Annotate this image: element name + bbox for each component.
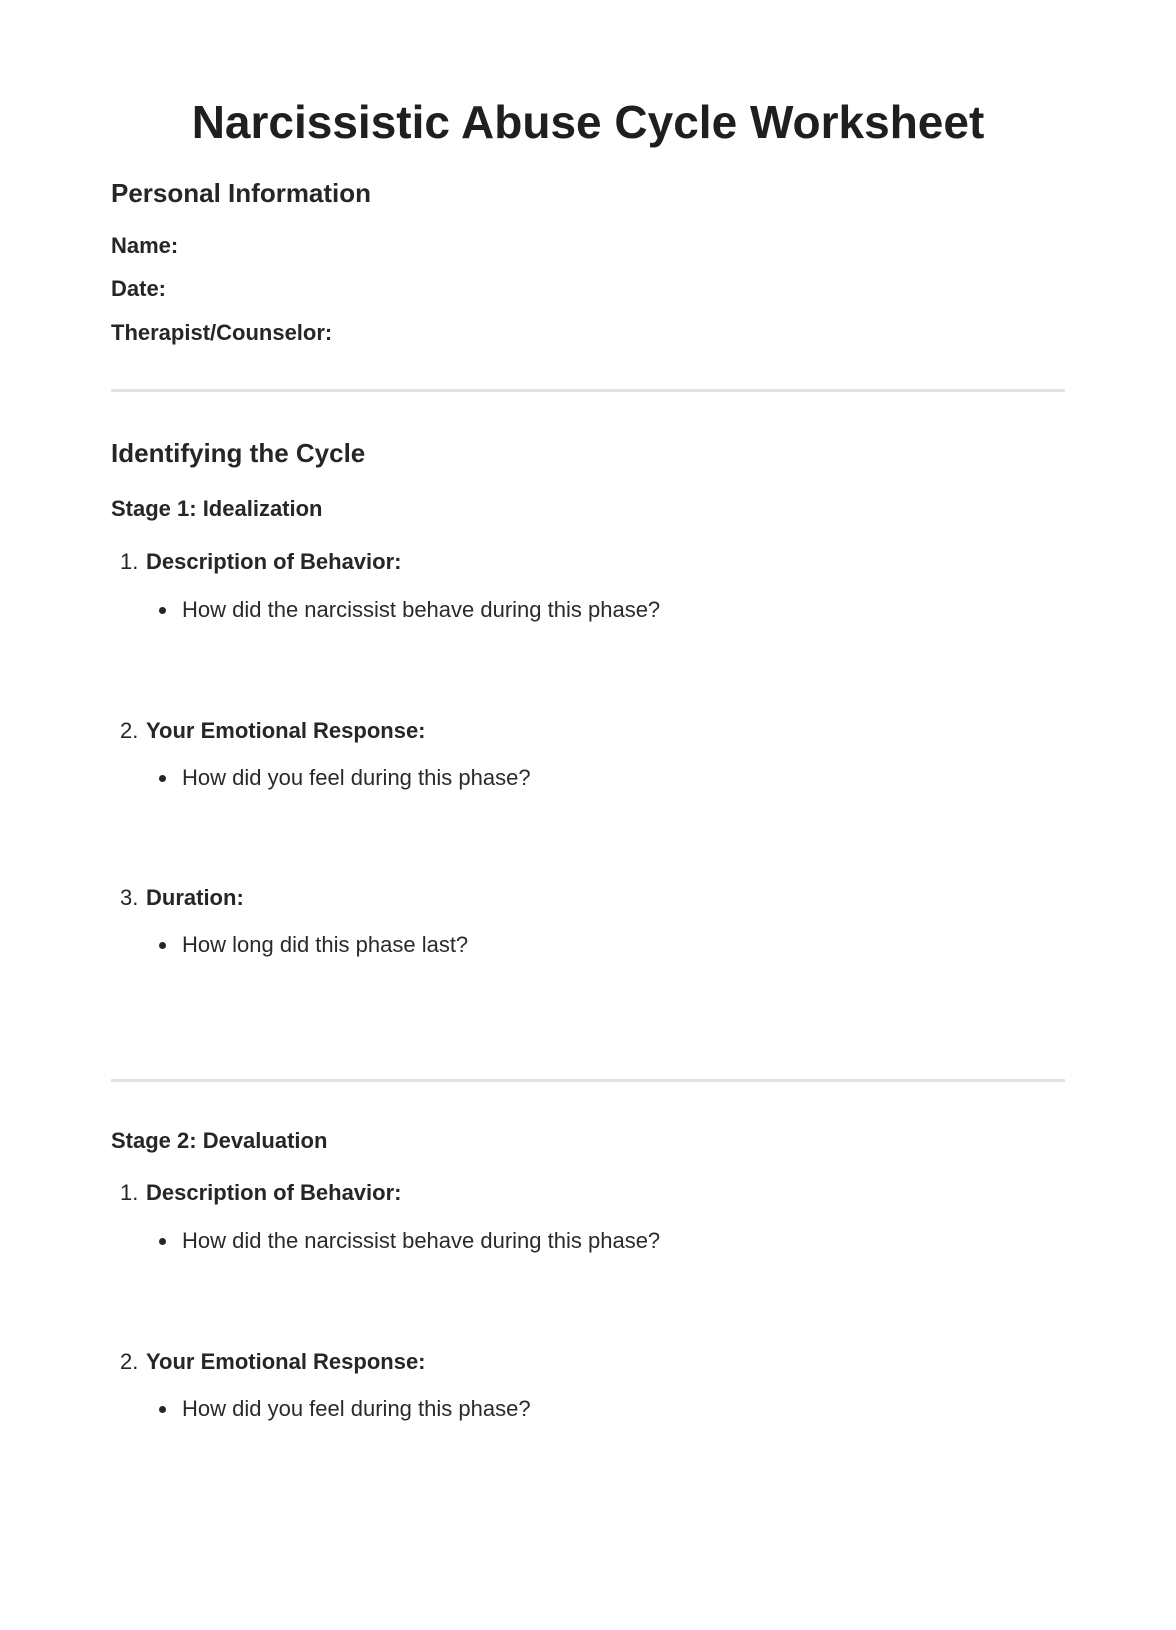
bullet-icon [159,775,166,782]
item-question: How long did this phase last? [182,932,469,957]
date-field-label: Date: [111,276,167,301]
bullet-icon [159,607,166,614]
item-label: Duration: [146,885,244,910]
page-title: Narcissistic Abuse Cycle Worksheet [191,96,985,148]
section-divider [111,1079,1065,1082]
item-label: Your Emotional Response: [146,718,426,743]
item-question: How did the narcissist behave during this phase? [182,597,661,622]
bullet-icon [159,942,166,949]
item-number: 2. [120,1349,139,1374]
bullet-icon [159,1406,166,1413]
section-divider [111,389,1065,392]
cycle-heading: Identifying the Cycle [111,438,366,468]
item-number: 1. [120,549,139,574]
therapist-field-label: Therapist/Counselor: [111,320,333,345]
item-label: Your Emotional Response: [146,1349,426,1374]
item-question: How did the narcissist behave during this phase? [182,1228,661,1253]
item-question: How did you feel during this phase? [182,765,531,790]
personal-info-heading: Personal Information [111,178,372,208]
item-label: Description of Behavior: [146,549,402,574]
bullet-icon [159,1238,166,1245]
name-field-label: Name: [111,233,179,258]
item-number: 2. [120,718,139,743]
item-question: How did you feel during this phase? [182,1396,531,1421]
item-number: 1. [120,1180,139,1205]
item-number: 3. [120,885,139,910]
stage-2-title: Stage 2: Devaluation [111,1128,328,1153]
item-label: Description of Behavior: [146,1180,402,1205]
stage-1-title: Stage 1: Idealization [111,496,323,521]
